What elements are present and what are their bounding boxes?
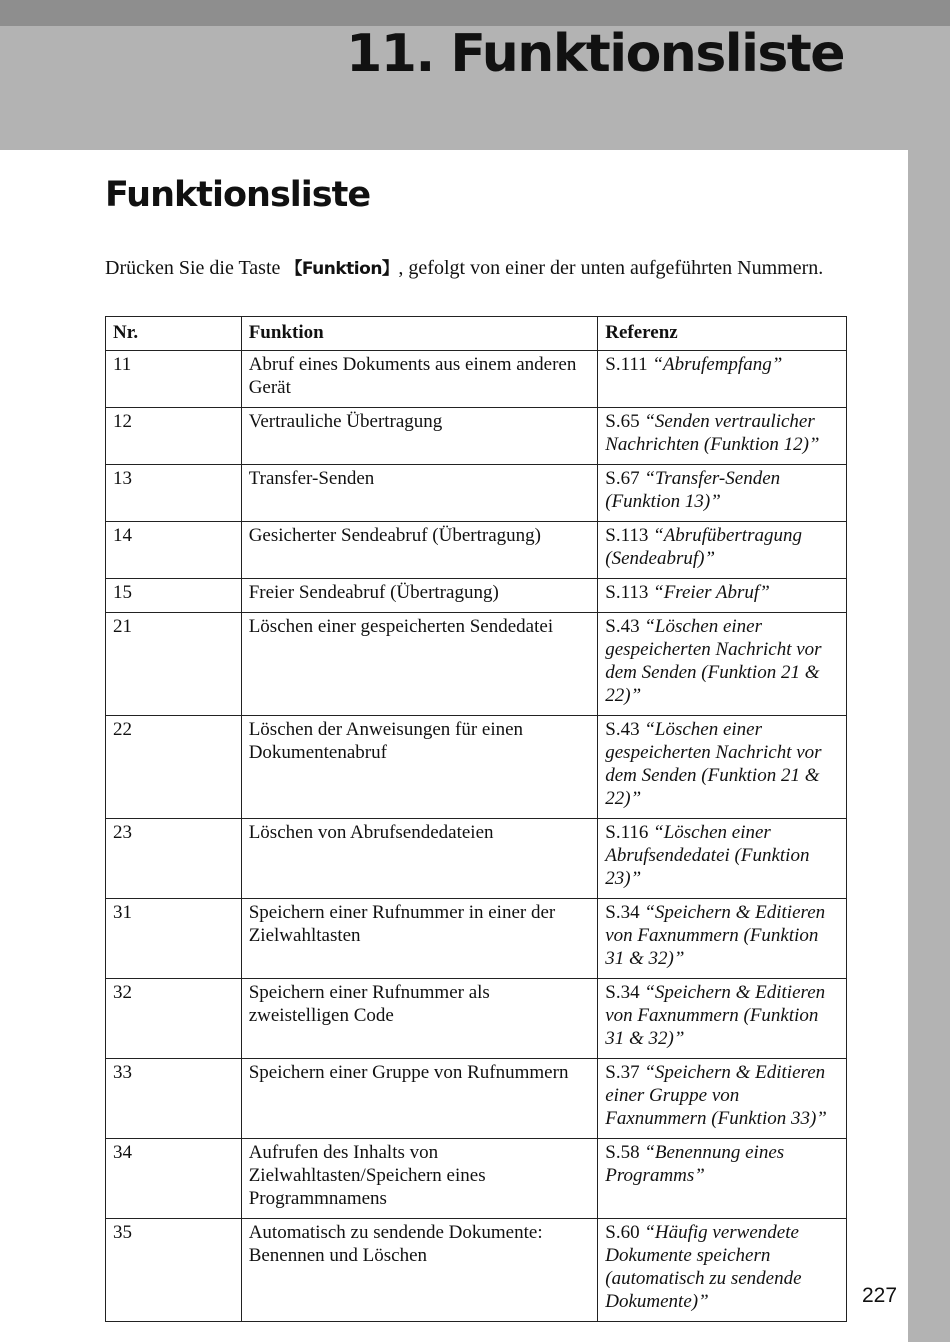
reference-page: S.37	[605, 1062, 640, 1083]
table-row	[106, 522, 847, 579]
reference-page: S.113	[605, 525, 649, 546]
reference-title: “Löschen einer gespeicherten Nachricht vor dem Senden (Funktion 21 & 22)”	[605, 616, 822, 706]
intro-text-after: , gefolgt von einer der unten aufgeführten Nummern.	[398, 257, 824, 279]
table-body	[106, 351, 847, 1322]
reference-page: S.116	[605, 822, 649, 843]
page-number: 227	[862, 1284, 898, 1307]
table-row	[106, 899, 847, 979]
table-row	[106, 1059, 847, 1139]
cell-nr: 34	[106, 1139, 242, 1219]
table-row	[106, 1139, 847, 1219]
table-row	[106, 351, 847, 408]
cell-function: Speichern einer Rufnummer in einer der Zielwahltasten	[241, 899, 598, 979]
reference-page: S.65	[605, 411, 640, 432]
cell-nr: 31	[106, 899, 242, 979]
cell-nr: 14	[106, 522, 242, 579]
table-header-row	[106, 317, 847, 351]
cell-nr: 23	[106, 819, 242, 899]
reference-page: S.58	[605, 1142, 640, 1163]
reference-page: S.34	[605, 902, 640, 923]
reference-page: S.43	[605, 719, 640, 740]
cell-function: Löschen der Anweisungen für einen Dokumentenabruf	[241, 716, 598, 819]
reference-title: “Abrufübertragung (Sendeabruf)”	[605, 525, 802, 569]
cell-function: Speichern einer Gruppe von Rufnummern	[241, 1059, 598, 1139]
cell-nr: 32	[106, 979, 242, 1059]
cell-reference	[598, 465, 847, 522]
cell-reference	[598, 613, 847, 716]
cell-function: Freier Sendeabruf (Übertragung)	[241, 579, 598, 613]
cell-nr: 11	[106, 351, 242, 408]
cell-reference	[598, 1059, 847, 1139]
cell-reference	[598, 1139, 847, 1219]
table-row	[106, 408, 847, 465]
reference-title: “Löschen einer gespeicherten Nachricht vor dem Senden (Funktion 21 & 22)”	[605, 719, 822, 809]
page-edge-band	[908, 150, 950, 1342]
cell-reference	[598, 408, 847, 465]
cell-reference	[598, 899, 847, 979]
function-list-table	[105, 316, 847, 1322]
cell-reference	[598, 819, 847, 899]
table-row	[106, 819, 847, 899]
cell-nr: 22	[106, 716, 242, 819]
cell-nr: 33	[106, 1059, 242, 1139]
cell-nr: 15	[106, 579, 242, 613]
reference-page: S.113	[605, 582, 649, 603]
reference-title: “Abrufempfang”	[652, 354, 783, 375]
table-row	[106, 465, 847, 522]
header-nr: Nr.	[106, 317, 242, 351]
header-function: Funktion	[241, 317, 598, 351]
section-title: Funktionsliste	[105, 175, 371, 215]
reference-title: “Löschen einer Abrufsendedatei (Funktion 23)”	[605, 822, 810, 889]
reference-title: “Benennung eines Programms”	[605, 1142, 785, 1186]
cell-nr: 21	[106, 613, 242, 716]
cell-reference	[598, 522, 847, 579]
intro-text-before: Drücken Sie die Taste	[105, 257, 286, 279]
function-key-label: 【Funktion】	[285, 259, 399, 279]
header-top-strip	[0, 0, 950, 26]
cell-function: Abruf eines Dokuments aus einem anderen Gerät	[241, 351, 598, 408]
reference-page: S.60	[605, 1222, 640, 1243]
cell-function: Aufrufen des Inhalts von Zielwahltasten/Speichern eines Programmnamens	[241, 1139, 598, 1219]
cell-reference	[598, 716, 847, 819]
header-reference: Referenz	[598, 317, 847, 351]
reference-title: “Senden vertraulicher Nachrichten (Funktion 12)”	[605, 411, 820, 455]
cell-reference	[598, 351, 847, 408]
cell-function: Automatisch zu sendende Dokumente: Benennen und Löschen	[241, 1219, 598, 1322]
reference-title: “Speichern & Editieren von Faxnummern (Funktion 31 & 32)”	[605, 982, 826, 1049]
cell-function: Vertrauliche Übertragung	[241, 408, 598, 465]
reference-page: S.67	[605, 468, 640, 489]
reference-title: “Speichern & Editieren von Faxnummern (Funktion 31 & 32)”	[605, 902, 826, 969]
table-row	[106, 1219, 847, 1322]
reference-page: S.43	[605, 616, 640, 637]
table-row	[106, 716, 847, 819]
cell-function: Löschen von Abrufsendedateien	[241, 819, 598, 899]
chapter-title: 11. Funktionsliste	[346, 24, 844, 84]
reference-title: “Transfer-Senden (Funktion 13)”	[605, 468, 781, 512]
cell-reference	[598, 979, 847, 1059]
cell-function: Löschen einer gespeicherten Sendedatei	[241, 613, 598, 716]
cell-function: Transfer-Senden	[241, 465, 598, 522]
intro-paragraph	[105, 256, 846, 282]
cell-nr: 13	[106, 465, 242, 522]
table-row	[106, 579, 847, 613]
cell-function: Speichern einer Rufnummer als zweistelligen Code	[241, 979, 598, 1059]
reference-page: S.111	[605, 354, 648, 375]
cell-reference	[598, 579, 847, 613]
cell-nr: 35	[106, 1219, 242, 1322]
reference-page: S.34	[605, 982, 640, 1003]
cell-nr: 12	[106, 408, 242, 465]
table-row	[106, 613, 847, 716]
cell-function: Gesicherter Sendeabruf (Übertragung)	[241, 522, 598, 579]
table-row	[106, 979, 847, 1059]
reference-title: “Speichern & Editieren einer Gruppe von Faxnummern (Funktion 33)”	[605, 1062, 827, 1129]
cell-reference	[598, 1219, 847, 1322]
reference-title: “Häufig verwendete Dokumente speichern (automatisch zu sendende Dokumente)”	[605, 1222, 802, 1312]
reference-title: “Freier Abruf”	[653, 582, 770, 603]
